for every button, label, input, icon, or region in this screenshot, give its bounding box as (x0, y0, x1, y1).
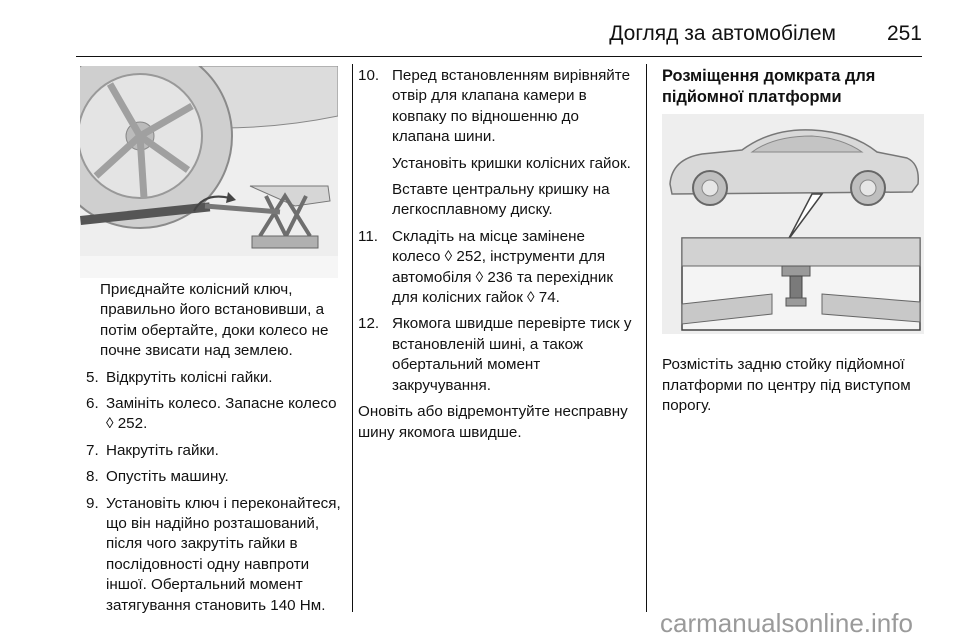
step-continuation: Вставте центральну кришку на легкосплавному диску. (392, 181, 610, 219)
jack-illustration (80, 66, 338, 278)
step-number: 11. (358, 227, 378, 245)
step-text: Перед встановленням вирівняйте отвір для клапана камери в ковпаку по відношенню до клапана шини. (392, 67, 631, 146)
watermark: carmanualsonline.info (660, 608, 913, 638)
step-number: 8. (86, 468, 99, 486)
header-rule (76, 56, 922, 57)
step-text: Складіть на місце замінене колесо ◊ 252, інструменти для автомобіля ◊ 236 та перехідник для колісних гайок ◊ 74. (392, 227, 613, 307)
list-item (358, 227, 635, 309)
step-text: Накрутіть гайки. (106, 441, 219, 459)
page-number: 251 (886, 22, 922, 45)
step-continuation: Установіть кришки колісних гайок. (392, 154, 631, 172)
list-item (80, 441, 342, 461)
section-heading: Розміщення домкрата для підйомної платформи (662, 67, 876, 106)
closing-paragraph: Оновіть або відремонтуйте несправну шину якомога швидше. (358, 403, 628, 441)
intro-paragraph: Приєднайте колісний ключ, правильно його встановивши, а потім обертайте, доки колесо не почне звисати над землею. (100, 281, 329, 360)
step-number: 9. (86, 494, 99, 512)
column-divider (646, 64, 647, 612)
column-middle (358, 66, 635, 443)
step-number: 7. (86, 441, 99, 459)
list-item (80, 494, 342, 616)
page-header (76, 22, 922, 56)
step-number: 10. (358, 67, 380, 84)
step-text: Відкрутіть колісні гайки. (106, 368, 273, 386)
list-item (80, 368, 342, 388)
lift-platform-illustration (662, 114, 924, 334)
step-number: 12. (358, 315, 380, 333)
lift-instructions (662, 340, 930, 432)
list-item (80, 394, 342, 435)
section-title: Догляд за автомобілем (609, 22, 836, 45)
step-number: 5. (86, 368, 99, 386)
list-item (358, 314, 635, 396)
column-left (80, 280, 342, 622)
column-divider (352, 64, 353, 612)
list-item (358, 66, 635, 148)
step-text: Установіть ключ і переконайтеся, що він надійно розташований, після чого закрутіть гайки в послідовності одну навпроти іншої. Обертальний момент затягування становить 140 Нм. (106, 494, 341, 614)
body-paragraph: Розмістіть задню стойку підйомної платформи по центру під виступом порогу. (662, 356, 911, 414)
step-text: Якомога швидше перевірте тиск у встановленій шині, а також обертальний момент закручування. (392, 315, 632, 394)
step-text: Замініть колесо. Запасне колесо ◊ 252. (106, 395, 337, 433)
column-right (662, 66, 926, 108)
list-item (80, 467, 342, 487)
step-text: Опустіть машину. (106, 468, 229, 486)
step-number: 6. (86, 395, 99, 413)
